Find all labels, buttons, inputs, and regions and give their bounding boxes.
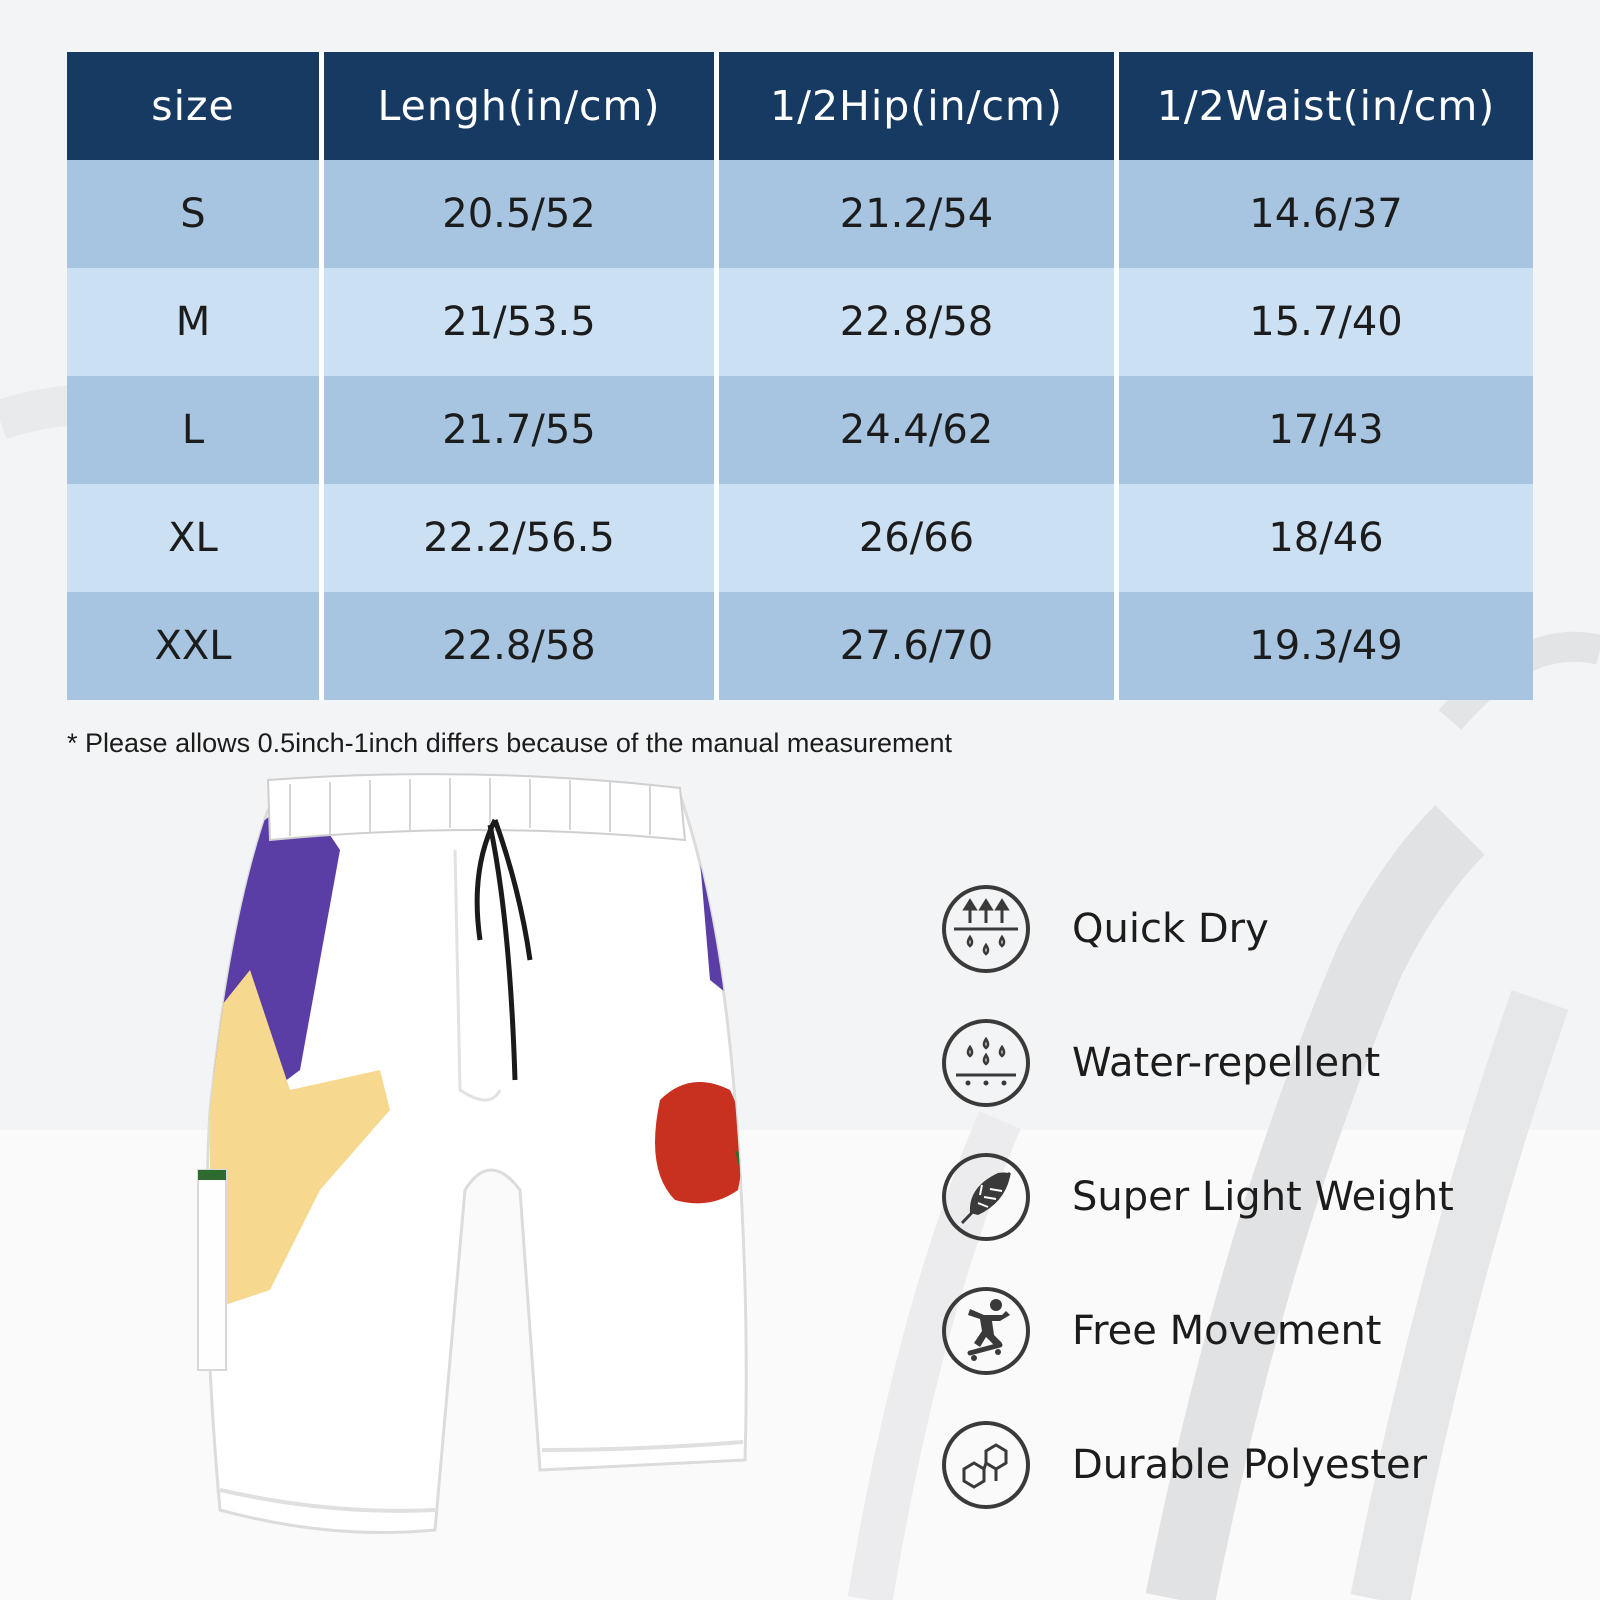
measurement-note: * Please allows 0.5inch-1inch differs because of the manual measurement	[67, 728, 953, 758]
cell-half-hip: 22.8/58	[719, 268, 1119, 376]
hexagon-molecule-icon	[940, 1419, 1032, 1511]
cell-size: XL	[67, 484, 324, 592]
quick-dry-icon	[940, 883, 1032, 975]
cell-length: 20.5/52	[324, 160, 719, 268]
feature-label: Free Movement	[1072, 1308, 1382, 1354]
table-row	[67, 592, 1533, 700]
cell-half-waist: 18/46	[1119, 484, 1533, 592]
cell-half-waist: 17/43	[1119, 376, 1533, 484]
header-size: size	[67, 52, 324, 160]
table-row	[67, 484, 1533, 592]
header-half-waist: 1/2Waist(in/cm)	[1119, 52, 1533, 160]
cell-half-waist: 15.7/40	[1119, 268, 1533, 376]
cell-half-waist: 19.3/49	[1119, 592, 1533, 700]
feature-label: Super Light Weight	[1072, 1174, 1454, 1220]
swim-shorts-image	[190, 770, 790, 1570]
cell-length: 21/53.5	[324, 268, 719, 376]
cell-length: 22.8/58	[324, 592, 719, 700]
cell-half-hip: 21.2/54	[719, 160, 1119, 268]
cell-half-hip: 24.4/62	[719, 376, 1119, 484]
cell-size: L	[67, 376, 324, 484]
table-header-row	[67, 52, 1533, 160]
table-row	[67, 376, 1533, 484]
cell-size: XXL	[67, 592, 324, 700]
feature-label: Water-repellent	[1072, 1040, 1381, 1086]
header-length: Lengh(in/cm)	[324, 52, 719, 160]
table-row	[67, 268, 1533, 376]
cell-size: S	[67, 160, 324, 268]
feature-item	[940, 996, 1540, 1130]
table-row	[67, 160, 1533, 268]
skateboarder-icon	[940, 1285, 1032, 1377]
cell-length: 22.2/56.5	[324, 484, 719, 592]
cell-length: 21.7/55	[324, 376, 719, 484]
feature-label: Durable Polyester	[1072, 1442, 1428, 1488]
feature-item	[940, 1398, 1540, 1532]
cell-half-waist: 14.6/37	[1119, 160, 1533, 268]
feature-item	[940, 1264, 1540, 1398]
cell-size: M	[67, 268, 324, 376]
feature-item	[940, 862, 1540, 996]
feather-icon	[940, 1151, 1032, 1243]
header-half-hip: 1/2Hip(in/cm)	[719, 52, 1119, 160]
feature-label: Quick Dry	[1072, 906, 1269, 952]
feature-list	[940, 862, 1540, 1532]
size-chart-table	[67, 52, 1533, 700]
cell-half-hip: 27.6/70	[719, 592, 1119, 700]
feature-item	[940, 1130, 1540, 1264]
water-repellent-icon	[940, 1017, 1032, 1109]
cell-half-hip: 26/66	[719, 484, 1119, 592]
